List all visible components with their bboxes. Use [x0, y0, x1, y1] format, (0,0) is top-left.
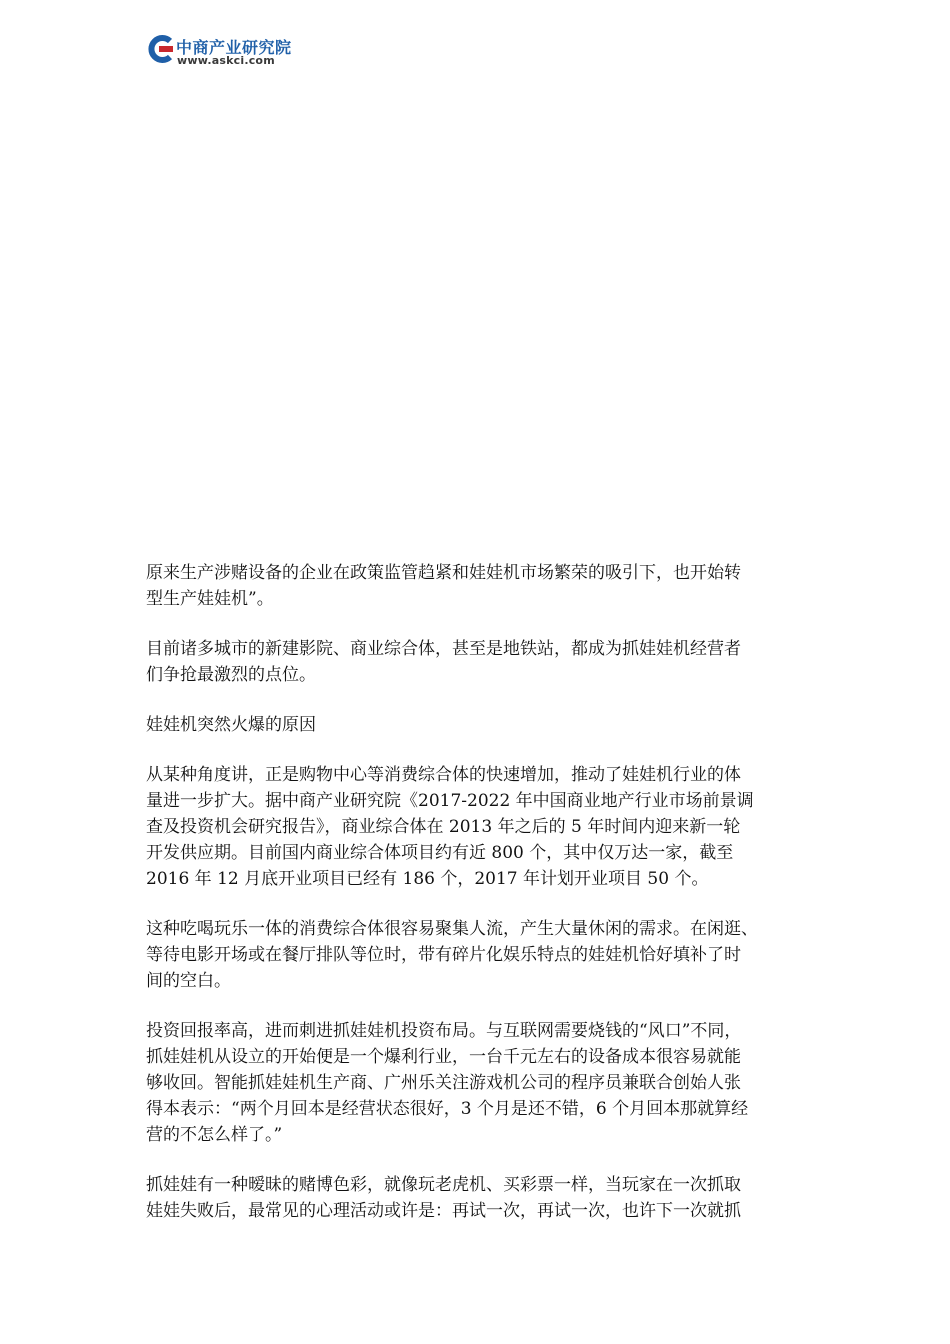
- paragraph: [146, 636, 810, 688]
- paragraph: [146, 1172, 810, 1224]
- text-line: 娃娃机突然火爆的原因: [146, 715, 316, 735]
- text-line: 目前诸多城市的新建影院、商业综合体，甚至是地铁站，都成为抓娃娃机经营者: [146, 639, 741, 659]
- text-line: 抓娃娃机从设立的开始便是一个爆利行业，一台千元左右的设备成本很容易就能: [146, 1047, 741, 1067]
- text-line: 量进一步扩大。据中商产业研究院《2017-2022 年中国商业地产行业市场前景调: [146, 791, 754, 811]
- text-line: 娃娃失败后，最常见的心理活动或许是：再试一次，再试一次，也许下一次就抓: [146, 1201, 741, 1221]
- text-line: 得本表示：“两个月回本是经营状态很好，3 个月是还不错，6 个月回本那就算经: [146, 1099, 749, 1119]
- section-heading: [146, 712, 810, 738]
- paragraph: [146, 560, 810, 612]
- text-line: 投资回报率高，进而刺进抓娃娃机投资布局。与互联网需要烧钱的“风口”不同，: [146, 1021, 742, 1041]
- text-line: 们争抢最激烈的点位。: [146, 665, 316, 685]
- text-line: 2016 年 12 月底开业项目已经有 186 个，2017 年计划开业项目 50 个。: [146, 869, 709, 889]
- text-line: 从某种角度讲，正是购物中心等消费综合体的快速增加，推动了娃娃机行业的体: [146, 765, 741, 785]
- logo-company-name: 中商产业研究院: [176, 38, 292, 57]
- text-line: 抓娃娃有一种暧昧的赌博色彩，就像玩老虎机、买彩票一样，当玩家在一次抓取: [146, 1175, 741, 1195]
- text-line: 营的不怎么样了。”: [146, 1125, 283, 1145]
- logo-website-url: www.askci.com: [177, 54, 275, 67]
- text-line: 间的空白。: [146, 971, 231, 991]
- header-logo: [146, 34, 336, 70]
- company-logo-icon: [146, 34, 176, 64]
- paragraph: [146, 762, 810, 892]
- text-line: 查及投资机会研究报告》，商业综合体在 2013 年之后的 5 年时间内迎来新一轮: [146, 817, 741, 837]
- article-body: [146, 560, 810, 1248]
- text-line: 开发供应期。目前国内商业综合体项目约有近 800 个，其中仅万达一家，截至: [146, 843, 734, 863]
- text-line: 等待电影开场或在餐厅排队等位时，带有碎片化娱乐特点的娃娃机恰好填补了时: [146, 945, 741, 965]
- paragraph: [146, 1018, 810, 1148]
- text-line: 原来生产涉赌设备的企业在政策监管趋紧和娃娃机市场繁荣的吸引下，也开始转: [146, 563, 741, 583]
- text-line: 这种吃喝玩乐一体的消费综合体很容易聚集人流，产生大量休闲的需求。在闲逛、: [146, 919, 758, 939]
- paragraph: [146, 916, 810, 994]
- text-line: 型生产娃娃机”。: [146, 589, 274, 609]
- text-line: 够收回。智能抓娃娃机生产商、广州乐关注游戏机公司的程序员兼联合创始人张: [146, 1073, 741, 1093]
